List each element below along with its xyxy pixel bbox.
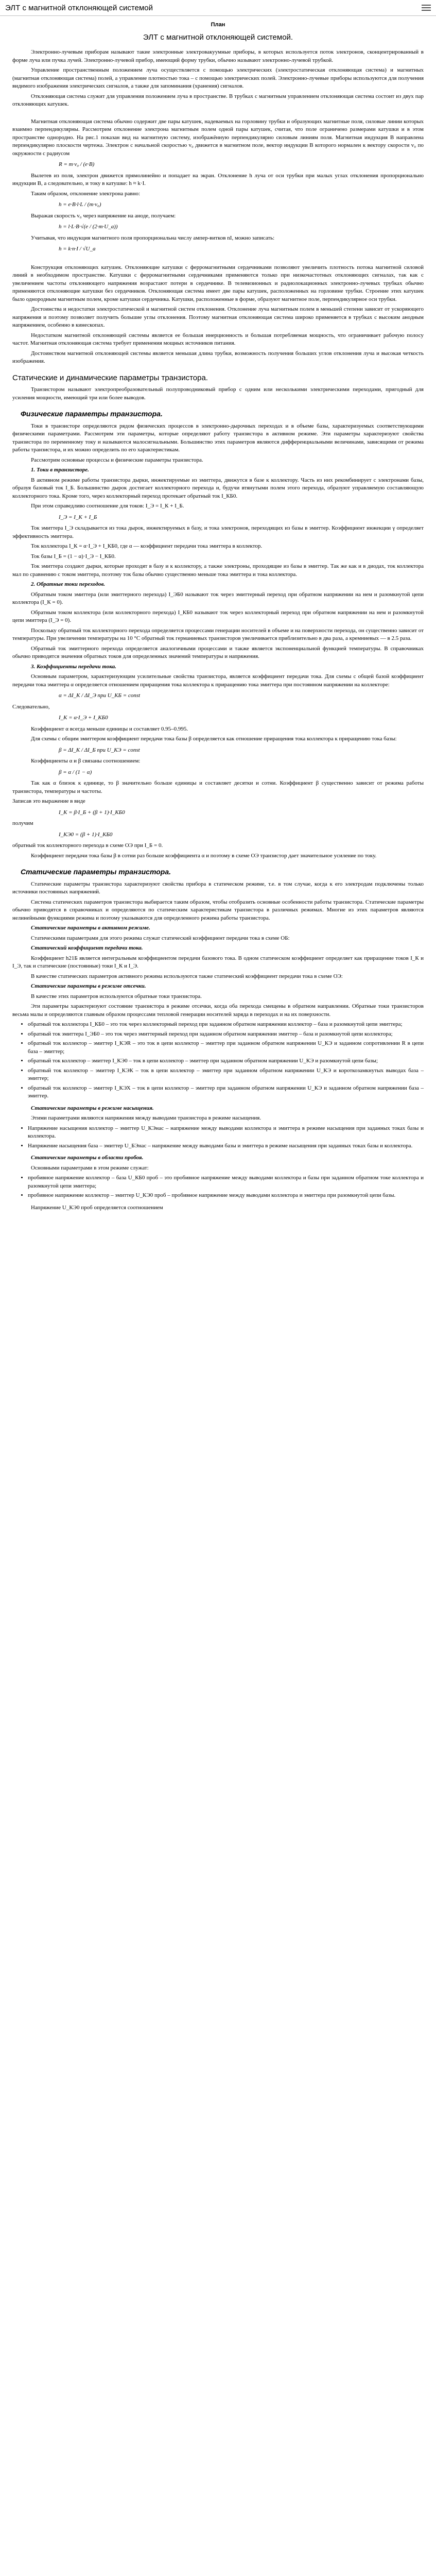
paragraph: Обратным током коллектора (или коллекторного перехода) I_КБ0 называют ток через коллекторный переход при обратном напряжении на нем и разомкнутой цепи эмиттера (I_Э = 0). — [12, 609, 424, 623]
list-item: • обратный ток коллектор – эмиттер I_КЭ0 – ток в цепи коллектор – эмиттер при заданном обратном напряжении U_КЭ и разомкнутой цепи базы; — [28, 1057, 424, 1065]
paragraph: Обратный ток эмиттерного перехода определяется аналогичными процессами и также является экспоненциальной функцией температуры. В справочниках обычно приводятся значения обратных токов для определенных значений температуры и напряжения. — [12, 645, 424, 659]
paragraph: Конструкция отклоняющих катушек. Отклоняющие катушки с ферромагнитными сердечниками позволяют увеличить плотность потока магнитной силовой линий в необходимом пространстве. Катушки с ферромагнитными сердечниками применяются только при низкочастотных отклоняющих сигналах, так как с увеличением частоты отклоняющего напряжения возрастают потери в сердечнике. В телевизионных и радиолокационных электронно-лучевых трубках обычно применяются отклоняющие катушки без сердечников. Отклоняющая система имеет две пары катушек, расположенных на горловине трубки. Строение этих катушек было однородным магнитным полем, кроме катушки сердечника. Катушки, расположенные в форме, образуют магнитное поле, перпендикулярное оси трубки. — [12, 264, 424, 302]
section-heading: Физические параметры транзистора. — [21, 410, 163, 418]
list-item: • обратный ток эмиттера I_ЭБ0 – это ток через эмиттерный переход при заданном обратном напряжении эмиттер – база и разомкнутой цепи коллектора; — [28, 1030, 424, 1039]
top-bar — [0, 0, 436, 16]
paragraph: Статическими параметрами для этого режима служат статический коэффициент передачи тока в схеме ОБ: — [31, 935, 290, 941]
subsection-heading: Статические параметры в режиме отсечки. — [31, 983, 146, 989]
bullet-list — [28, 1021, 424, 1100]
subsection-heading: 1. Токи в транзисторе. — [31, 467, 89, 473]
formula: I_К = α·I_Э + I_КБ0 — [59, 715, 108, 721]
paragraph: получим — [12, 820, 33, 826]
paragraph: Управление пространственным положением луча осуществляется с помощью электрических (электростатическая отклоняющая система) и магнитных (магнитная отклоняющая система) полей, а управление плотностью тока – с помощью электрических полей. Электронно-лучевые приборы используются для получения видимого изображения электрических сигналов, а также для запоминания (хранения) сигналов. — [12, 67, 424, 89]
paragraph: Записав это выражение в виде — [12, 798, 85, 804]
list-item: • обратный ток коллектор – эмиттер I_КЭR – это ток в цепи коллектор – эмиттер при заданном обратном напряжении U_КЭ и заданном сопротивлении R в цепи база – эмиттер; — [28, 1040, 424, 1056]
paragraph: Статические параметры транзистора характеризуют свойства прибора в статическом режиме, т.е. в том случае, когда к его электродам подключены только источники постоянных напряжений. — [12, 880, 424, 895]
formula: I_КЭ0 = (β + 1)·I_КБ0 — [59, 831, 113, 838]
paragraph: Поскольку обратный ток коллекторного перехода определяется процессами генерации носителей в объеме и на поверхности перехода, он существенно зависит от температуры. При увеличении температуры на 10 °C обратный ток германиевых транзисторов увеличивается приблизительно в два раза, а кремниевых — в 2.5 раза. — [12, 627, 424, 641]
list-item: • Напряжение насыщения база – эмиттер U_БЭнас – напряжение между выводами базы и эмиттера в режиме насыщения при заданных токах базы и коллектора. — [28, 1142, 424, 1150]
paragraph: В качестве статических параметров активного режима используются также статический коэффициент передачи тока в схеме ОЭ: — [31, 973, 343, 979]
paragraph: Магнитная отклоняющая система обычно содержит две пары катушек, надеваемых на горловину трубки и образующих магнитные поля, силовые линии которых взаимно перпендикулярны. Рассмотрим отклонение электрона магнитным полем одной пары катушек, считая, что поле ограничено размерами катушки и в этом пространстве однородно. На рис.1 показан вид на магнитную систему, изображённую перпендикулярно силовым линиям поля. Магнитная индукция В направлена перпендикулярно плоскости чертежа. Электрон с начальной скоростью v₀ движется в магнитном поле, вектор индукции В которого нормален к вектору скорости v₀ по окружности с радиусом — [12, 118, 424, 157]
paragraph: Таким образом, отклонение электрона равно: — [31, 190, 141, 197]
paragraph: Коэффициент h21Б является интегральным коэффициентом передачи базового тока. В одном статическом коэффициент определяет как приращение токов I_К и I_Э, так и статические (постоянные) токи I_К и I_Э. — [12, 955, 424, 969]
paragraph: Этими параметрами являются напряжения между выводами транзистора в режиме насыщения. — [31, 1115, 261, 1121]
page-header-title: ЭЛТ с магнитной отклоняющей системой — [5, 3, 153, 12]
paragraph: Эти параметры характеризуют состояние транзистора в режиме отсечки, когда оба перехода смещены в обратном направлении. Обратные токи транзисторов весьма малы и определяются главным образом процессами тепловой генерации носителей заряда в переходах и на их поверхности. — [12, 1003, 424, 1018]
paragraph: Достоинством магнитной отклоняющей системы является меньшая длина трубки, возможность получения больших углов отклонения луча и высокая четкость изображения. — [12, 350, 424, 364]
plan-label: План — [211, 22, 225, 28]
list-item: • обратный ток коллектор – эмиттер I_КЭХ – ток в цепи коллектор – эмиттер при заданном обратном напряжении U_КЭ и заданном обратном напряжении база – эмиттер. — [28, 1084, 424, 1100]
bullet-list — [28, 1174, 424, 1200]
paragraph: Ток коллектора I_К = α·I_Э + I_КБ0, где α — коэффициент передачи тока эмиттера в коллектор. — [31, 543, 263, 549]
paragraph: Недостатком магнитной отклоняющей системы является ее большая инерционность и большая потребляемая мощность, что ограничивает рабочую полосу частот. Магнитная отклоняющая система требует применения мощных источников питания. — [12, 332, 424, 346]
formula: I_К = β·I_Б + (β + 1)·I_КБ0 — [59, 809, 125, 816]
formula: β = α / (1 − α) — [59, 769, 92, 775]
paragraph: Обратным током эмиттера (или эмиттерного перехода) I_ЭБ0 называют ток через эмиттерный переход при обратном напряжении на нем и разомкнутой цепи коллектора (I_К = 0). — [12, 591, 424, 605]
paragraph: Электронно-лучевым приборам называют такие электронные электровакуумные приборы, в которых используется поток электронов, сконцентрированный в форме луча или пучка лучей. Электронно-лучевой прибор, имеющий форму трубки, обычно называют электронно-лучевой трубкой. — [12, 49, 424, 63]
paragraph: Для схемы с общим эмиттером коэффициент передачи тока базы β определяется как отношение приращения тока коллектора к приращению тока базы: — [31, 736, 397, 742]
list-item: • пробивное напряжение коллектор – база U_КБ0 проб – это пробивное напряжение между выводами коллектора и базы при заданном обратном токе коллектора и разомкнутой цепи эмиттера; — [28, 1174, 424, 1190]
subsection-heading: 3. Коэффициенты передачи тока. — [31, 663, 116, 670]
paragraph: Коэффициенты α и β связаны соотношением: — [31, 758, 141, 764]
paragraph: Основными параметрами в этом режиме служат: — [31, 1164, 149, 1171]
paragraph: Напряжение U_КЭ0 проб определяется соотношением — [31, 1204, 163, 1211]
document-title: ЭЛТ с магнитной отклоняющей системой. — [143, 32, 293, 42]
paragraph: Отклоняющая система служит для управления положением луча в пространстве. В трубках с магнитным управлением отклоняющая система состоит из двух пар отклоняющих катушек. — [12, 93, 424, 107]
paragraph: Система статических параметров транзистора выбирается таким образом, чтобы отобразить основные особенности работы транзистора. Статические параметры обычно приводятся в справочниках и определяются по статическим характеристикам транзистора в различных режимах. Многие из этих параметров являются нелинейными функциями режима и поэтому указываются для определенного режима работы транзистора. — [12, 899, 424, 921]
paragraph: обратный ток коллекторного перехода в схеме ОЭ при I_Б = 0. — [12, 842, 163, 849]
subsection-heading: Статические параметры в области пробоя. — [31, 1155, 144, 1161]
subsection-heading: Статические параметры в режиме насыщения. — [31, 1105, 154, 1111]
paragraph: Рассмотрим основные процессы и физические параметры транзистора. — [31, 456, 203, 463]
section-heading: Статические и динамические параметры транзистора. — [12, 373, 208, 382]
paragraph: Достоинства и недостатки электростатической и магнитной систем отклонения. Отклонение луча магнитным полем в меньшей степени зависит от ускоряющего напряжения и поэтому позволяет получить большие углы отклонения. Поэтому магнитная отклоняющая система широко применяется в трубках с высоким анодным напряжением, особенно в кинескопах. — [12, 306, 424, 328]
paragraph: Транзистором называют электропреобразовательный полупроводниковый прибор с одним или несколькими электрическими переходами, пригодный для усиления мощности, имеющий три или более выводов. — [12, 386, 424, 401]
list-item: • Напряжение насыщения коллектор – эмиттер U_КЭнас – напряжение между выводами коллектора и эмиттера в режиме насыщения при заданных токах базы и коллектора. — [28, 1125, 424, 1141]
hamburger-menu-icon[interactable] — [422, 5, 431, 11]
formula: I_Э = I_К + I_Б — [59, 514, 97, 520]
paragraph: Токи в транзисторе определяются рядом физических процессов в электронно-дырочных переходах и в объеме базы, характеризуемых соответствующими физическими параметрами. Рассмотрим эти параметры, которые определяют работу транзистора в активном режиме. Эти параметры характеризуют свойства транзистора по переменному току и называются малосигнальными. Большинство этих параметров являются дифференциальными величинами, зависящими от режима работы транзистора, и их можно определить по его характеристикам. — [12, 422, 424, 453]
paragraph: Основным параметром, характеризующим усилительные свойства транзистора, является коэффициент передачи тока. Для схемы с общей базой коэффициент передачи тока эмиттера α определяется отношением приращения тока коллектора к приращению тока эмиттера при постоянном напряжении на коллекторе: — [12, 673, 424, 688]
paragraph: Выражая скорость v₀ через напряжение на аноде, получаем: — [31, 212, 176, 219]
bullet-list — [28, 1125, 424, 1150]
paragraph: Коэффициент передачи тока базы β в сотни раз больше коэффициента α и поэтому в схеме ОЭ транзистор дает значительное усиление по току. — [31, 852, 377, 859]
document-body — [0, 21, 436, 1234]
list-item: • обратный ток коллектора I_КБ0 – это ток через коллекторный переход при заданном обратном напряжении коллектор – база и разомкнутой цепи эмиттера; — [28, 1021, 424, 1029]
paragraph: Коэффициент α всегда меньше единицы и составляет 0.95–0.995. — [31, 725, 188, 732]
formula: α = ΔI_К / ΔI_Э при U_КБ = const — [59, 692, 141, 699]
paragraph: Следовательно, — [12, 703, 50, 710]
formula: h = e·B·l·L / (m·v₀) — [59, 201, 101, 208]
formula: R = m·v₀ / (e·B) — [59, 161, 95, 167]
subsection-heading: 2. Обратные токи переходов. — [31, 581, 106, 587]
paragraph: Ток базы I_Б = (1 − α)·I_Э − I_КБ0. — [31, 553, 116, 560]
paragraph: Учитывая, что индукция магнитного поля пропорциональна числу ампер-витков nI, можно записать: — [31, 234, 275, 241]
subsection-heading: Статический коэффициент передачи тока. — [31, 945, 143, 951]
list-item: • обратный ток коллектор – эмиттер I_КЭК – ток в цепи коллектор – эмиттер при заданном обратном напряжении U_КЭ и короткозамкнутых выводах база – эмиттер; — [28, 1067, 424, 1083]
paragraph: Вылетев из поля, электрон движется прямолинейно и попадает на экран. Отклонение h луча от оси трубки при малых углах отклонения пропорционально индукции В, а следовательно, и току в катушке: h ≈ k·I. — [12, 172, 424, 187]
paragraph: Ток эмиттера создают дырки, которые проходят в базу и к коллектору, а также электроны, проходящие из базы в эмиттер. Так же как и в диодах, ток коллектора мал по сравнению с током эмиттера, поэтому ток базы обычно существенно меньше тока эмиттера и тока коллектора. — [12, 563, 424, 578]
paragraph: Ток эмиттера I_Э складывается из тока дырок, инжектируемых в базу, и тока электронов, переходящих из базы в эмиттер. Коэффициент инжекции γ определяет эффективность эмиттера. — [12, 525, 424, 539]
formula: β = ΔI_К / ΔI_Б при U_КЭ = const — [59, 747, 140, 753]
section-heading: Статические параметры транзистора. — [21, 868, 171, 876]
paragraph: Так как α близок к единице, то β значительно больше единицы и составляет десятки и сотни. Коэффициент β существенно зависит от режима работы транзистора, температуры и частоты. — [12, 780, 424, 794]
formula: h = l·L·B·√(e / (2·m·U_a)) — [59, 224, 118, 230]
subsection-heading: Статические параметры в активном режиме. — [31, 925, 150, 931]
formula: h = k·n·I / √U_a — [59, 246, 96, 252]
paragraph: При этом справедливо соотношение для токов: I_Э = I_К + I_Б. — [31, 503, 184, 509]
paragraph: В активном режиме работы транзистора дырки, инжектируемые из эмиттера, движутся в базе к коллектору. Часть из них рекомбинирует с электронами базы, образуя базовый ток I_Б. Большинство дырок достигает коллекторного перехода и, будучи втянутыми полем этого перехода, образуют управляемую составляющую коллекторного тока. Кроме того, через коллекторный переход протекает обратный ток I_КБ0. — [12, 477, 424, 499]
list-item: • пробивное напряжение коллектор – эмиттер U_КЭ0 проб – пробивное напряжение между выводами коллектора и эмиттера при разомкнутой цепи базы. — [28, 1192, 424, 1200]
paragraph: В качестве этих параметров используются обратные токи транзистора. — [31, 993, 202, 999]
